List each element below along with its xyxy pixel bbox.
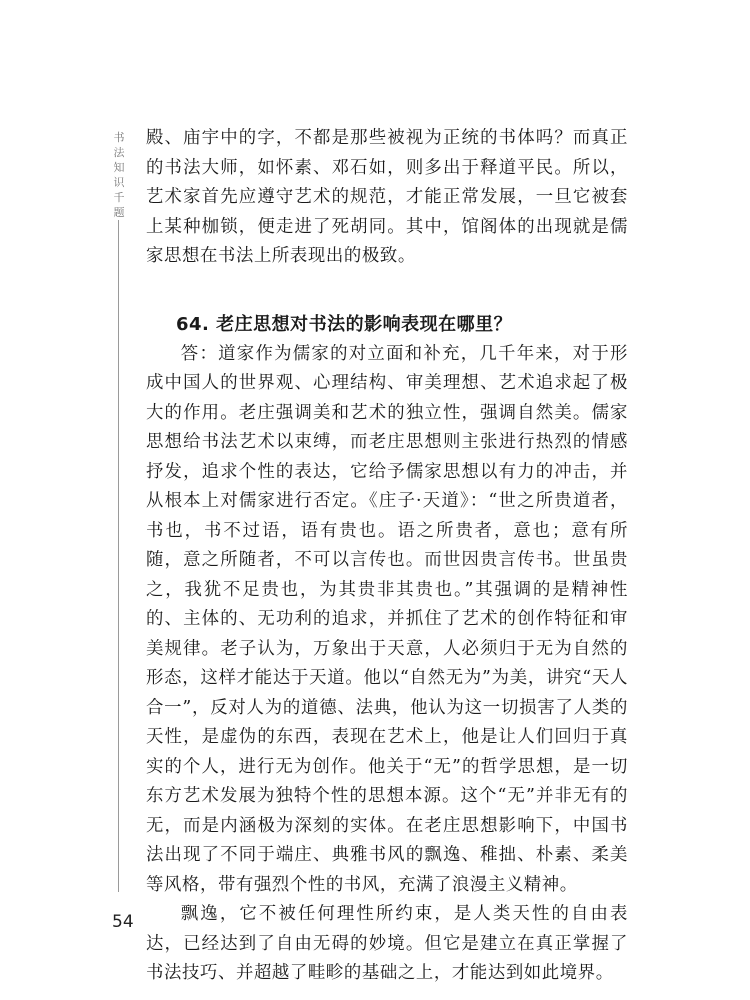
page-number: 54 bbox=[112, 912, 134, 932]
paragraph-continued: 殿、庙宇中的字，不都是那些被视为正统的书体吗？而真正的书法大师，如怀素、邓石如，则多出于释道平民。所以，艺术家首先应遵守艺术的规范，才能正常发展，一旦它被套上某种枷锁，便走进了死胡同。其中，馆阁体的出现就是儒家思想在书法上所表现出的极致。 bbox=[146, 128, 628, 266]
answer-paragraph: 答：道家作为儒家的对立面和补充，几千年来，对于形成中国人的世界观、心理结构、审美理想、艺术追求起了极大的作用。老庄强调美和艺术的独立性，强调自然美。儒家思想给书法艺术以束缚，而老庄思想则主张进行热烈的情感抒发，追求个性的表达，它给予儒家思想以有力的冲击，并从根本上对儒家进行否定。《庄子·天道》：“世之所贵道者，书也，书不过语，语有贵也。语之所贵者，意也；意有所随，意之所随者，不可以言传也。而世因贵言传书。世虽贵之，我犹不足贵也，为其贵非其贵也。”其强调的是精神性的、主体的、无功利的追求，并抓住了艺术的创作特征和审美规律。老子认为，万象出于天意，人必须归于无为自然的形态，这样才能达于天道。他以“自然无为”为美，讲究“天人合一”，反对人为的道德、法典，他认为这一切损害了人类的天性，是虚伪的东西，表现在艺术上，他是让人们回归于真实的个人，进行无为创作。他关于“无”的哲学思想，是一切东方艺术发展为独特个性的思想本源。这个“无”并非无有的无，而是内涵极为深刻的实体。在老庄思想影响下，中国书法出现了不同于端庄、典雅书风的飘逸、稚拙、朴素、柔美等风格，带有强烈个性的书风，充满了浪漫主义精神。 bbox=[146, 343, 628, 895]
question-heading: 64. 老庄思想对书法的影响表现在哪里？ bbox=[176, 313, 513, 335]
running-header-label: 书法知识千题 bbox=[113, 131, 125, 219]
margin-rule bbox=[118, 220, 119, 892]
section-gap bbox=[146, 272, 628, 310]
page-body bbox=[146, 124, 628, 989]
paragraph-piaoyi: 飘逸，它不被任何理性所约束，是人类天性的自由表达，已经达到了自由无碍的妙境。但它是建立在真正掌握了书法技巧、并超越了畦畛的基础之上，才能达到如此境界。 bbox=[146, 904, 628, 983]
